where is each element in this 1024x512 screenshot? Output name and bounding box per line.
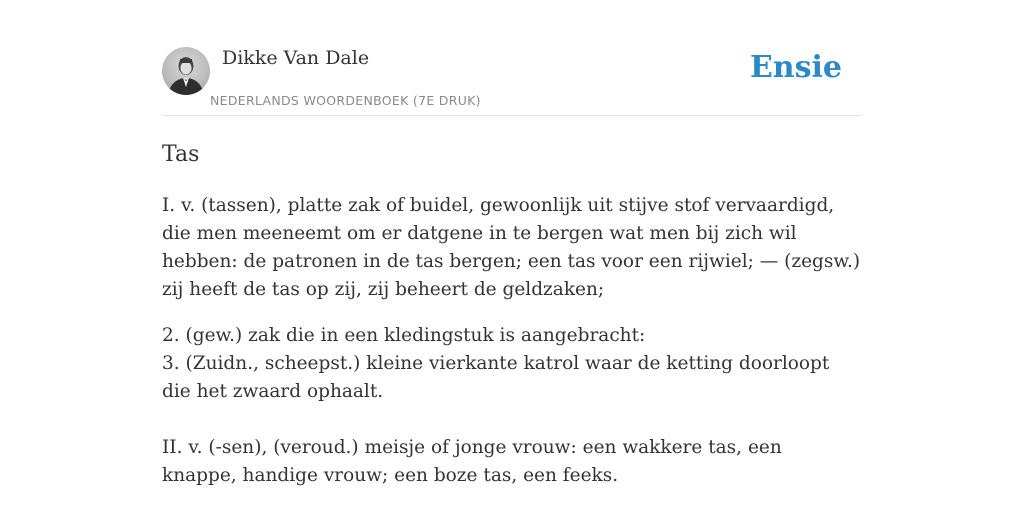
definition-paragraph: II. v. (-sen), (veroud.) meisje of jonge vrouw: een wakkere tas, een knappe, handige vrouw; een boze tas, een feeks. bbox=[162, 437, 782, 486]
entry-card bbox=[162, 40, 862, 490]
entry-title: Tas bbox=[162, 142, 200, 167]
definition-paragraph: I. v. (tassen), platte zak of buidel, gewoonlijk uit stijve stof vervaardigd, die men meeneemt om er datgene in te bergen wat men bij zich wil hebben: de patronen in de tas bergen; een tas voor een rijwiel; — (zegsw.) zij heeft de tas op zij, zij beheert de geldzaken; bbox=[162, 195, 861, 300]
brand-logo[interactable]: Ensie bbox=[749, 50, 842, 85]
entry-body bbox=[162, 192, 862, 490]
definition-paragraph: 3. (Zuidn., scheepst.) kleine vierkante katrol waar de ketting doorloopt die het zwaard ophaalt. bbox=[162, 353, 830, 402]
source-label: NEDERLANDS WOORDENBOEK (7E DRUK) bbox=[210, 93, 481, 108]
person-portrait-icon bbox=[162, 47, 210, 95]
entry-header bbox=[162, 40, 862, 116]
avatar[interactable] bbox=[162, 47, 210, 95]
author-name[interactable]: Dikke Van Dale bbox=[222, 47, 370, 69]
definition-paragraph: 2. (gew.) zak die in een kledingstuk is aangebracht: bbox=[162, 325, 646, 346]
